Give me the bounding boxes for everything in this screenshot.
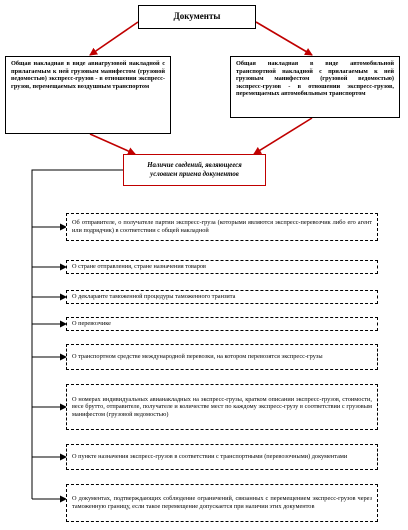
item-text: О транспортном средстве международной перевозки, на котором перевозятся экспресс-грузы <box>72 353 323 361</box>
item-text: О пункте назначения экспресс-грузов в соответствии с транспортными (перевозочными) документами <box>72 453 348 461</box>
acceptance-condition-box <box>123 154 266 186</box>
documents-title: Документы <box>138 5 256 29</box>
item-declarant <box>66 290 378 304</box>
item-text: О декларанте таможенной процедуры таможенного транзита <box>72 293 236 301</box>
item-carrier <box>66 317 378 331</box>
item-countries <box>66 260 378 274</box>
item-text: О номерах индивидуальных авианакладных на экспресс-грузы, кратком описании экспресс-грузов, стоимости, весе брутто, отправителе, получателе и количестве мест по каждому экспресс-грузу в соответствии с грузовым манифестом (грузовой ведомостью) <box>72 395 372 418</box>
item-destination <box>66 444 378 470</box>
item-text: О стране отправления, стране назначения товаров <box>72 263 206 271</box>
acceptance-condition-line-1: Наличие сведений, являющееся <box>147 162 242 169</box>
item-sender-receiver <box>66 213 378 241</box>
air-waybill-box: Общая накладная в виде авиагрузовой накладной с прилагаемым к ней грузовым манифестом (грузовой ведомостью) экспресс-грузов - в отношении экспресс-грузов, перемещаемых воздушным транспортом <box>5 56 171 134</box>
arrow-left-to-center <box>90 134 135 154</box>
road-waybill-box: Общая накладная в виде автомобильной транспортной накладной с прилагаемым к ней грузовым манифестом (грузовой ведомостью) экспресс-грузов - в отношении экспресс-грузов, перемещаемых автомобильным транспортом <box>230 56 400 118</box>
item-text: О документах, подтверждающих соблюдение ограничений, связанных с перемещением экспресс-грузов через таможенную границу, если такое перемещение допускается при наличии этих документов <box>72 495 372 510</box>
item-permit-documents <box>66 484 378 522</box>
item-text: О перевозчике <box>72 320 111 328</box>
item-airwaybill-numbers <box>66 384 378 430</box>
arrow-right-to-center <box>254 118 312 154</box>
arrow-title-to-right <box>256 22 312 55</box>
item-text: Об отправителе, о получателе партии экспресс-груза (которыми являются экспресс-перевозчик либо его агент или подрядчик) в соответствии с общей накладной <box>72 219 372 234</box>
item-vehicle <box>66 344 378 370</box>
acceptance-condition-line-2: условием приема документов <box>150 171 239 178</box>
center-to-spine-line <box>32 170 123 202</box>
arrow-title-to-left <box>90 22 138 55</box>
